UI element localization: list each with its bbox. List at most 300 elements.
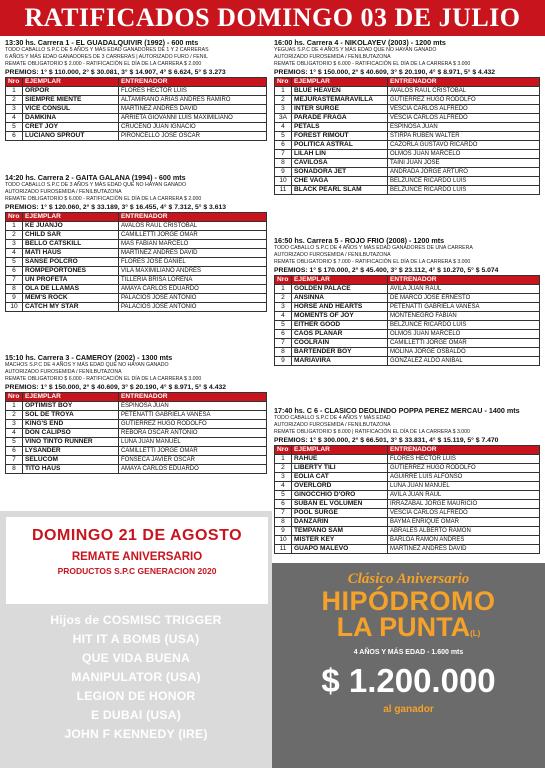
race-condition: REMATE OBLIGATORIO $ 7.000 - RATIFICACIÓN EL DÍA DE LA CARRERA $ 3.000 <box>274 259 471 265</box>
horse-name: EITHER GOOD <box>292 320 388 329</box>
entry-number: 8 <box>275 517 292 526</box>
column-header: ENTRENADOR <box>388 276 540 285</box>
entry-number: 11 <box>275 544 292 553</box>
race-condition: REMATE OBLIGATORIO $ 8.000 | RATIFICACIÓN EL DÍA DE LA CARRERA $ 3.000 <box>274 429 470 435</box>
entry-number: 9 <box>6 293 23 302</box>
entry-number: 5 <box>275 320 292 329</box>
race-header: 17:40 hs. C 6 - CLASICO DEOLINDO POPPA PEREZ MERCAU - 1400 mts <box>274 406 520 415</box>
hipodromo-label: HIPÓDROMO <box>321 586 496 616</box>
entry-number: 1 <box>6 86 23 95</box>
horse-name: SOÑADORA JET <box>292 167 388 176</box>
anniversary-classic-ad <box>272 563 545 768</box>
horse-name: VICE CONSUL <box>23 104 119 113</box>
table-row <box>6 248 267 257</box>
column-header: ENTRENADOR <box>119 213 267 222</box>
table-row <box>6 464 267 473</box>
column-header: EJEMPLAR <box>23 78 119 87</box>
column-header: ENTRENADOR <box>119 393 267 402</box>
table-header-row <box>275 78 540 87</box>
trainer-name: ALTAMIRANO ARIAS ANDRES RAMIRO <box>119 95 267 104</box>
horse-name: OPTIMIST BOY <box>23 401 119 410</box>
classic-prize: $ 1.200.000 <box>321 662 496 699</box>
race-header: 16:00 hs. Carrera 4 - NIKOLAYEV (2003) - 1200 mts <box>274 38 446 47</box>
trainer-name: AMAYA CARLOS EDUARDO <box>119 284 267 293</box>
table-row <box>6 401 267 410</box>
table-row <box>6 131 267 140</box>
horse-name: ORPOR <box>23 86 119 95</box>
race-5 <box>274 236 540 366</box>
entry-number: 8 <box>275 158 292 167</box>
race-condition: AUTORIZADO FUROSEMIDA / FENILBUTAZONA <box>5 189 122 195</box>
race-header: 13:30 hs. Carrera 1 - EL GUADALQUIVIR (1992) - 600 mts <box>5 38 199 47</box>
race-condition: MACHOS S.P.C DE 4 AÑOS Y MÁS EDAD QUE NO HAYAN GANADO <box>5 362 169 368</box>
race-4 <box>274 38 540 195</box>
table-row <box>275 526 540 535</box>
entry-number: 8 <box>6 464 23 473</box>
trainer-name: REBORA OSCAR ANTONIO <box>119 428 267 437</box>
table-row <box>275 320 540 329</box>
column-header: Nro <box>6 78 23 87</box>
trainer-name: AVILA JUAN RAUL <box>388 490 540 499</box>
table-row <box>275 284 540 293</box>
table-header-row <box>6 393 267 402</box>
entry-number: 2 <box>6 230 23 239</box>
entry-number: 7 <box>275 338 292 347</box>
table-row <box>275 454 540 463</box>
sire-line: JOHN F KENNEDY (IRE) <box>64 727 208 741</box>
table-row <box>275 499 540 508</box>
horse-name: SELUCOM <box>23 455 119 464</box>
entry-number: 2 <box>275 463 292 472</box>
horse-name: MATI HAUS <box>23 248 119 257</box>
entry-number: 4 <box>275 481 292 490</box>
sire-line: QUE VIDA BUENA <box>82 651 190 665</box>
entry-number: 7 <box>275 149 292 158</box>
table-row <box>275 347 540 356</box>
horse-name: COOLRAIN <box>292 338 388 347</box>
trainer-name: CAZORLA GUSTAVO RICARDO <box>388 140 540 149</box>
entry-number: 4 <box>6 248 23 257</box>
table-row <box>6 230 267 239</box>
table-row <box>6 104 267 113</box>
trainer-name: AVALOS RAUL CRISTOBAL <box>119 221 267 230</box>
table-row <box>275 356 540 365</box>
trainer-name: VESCIA CARLOS ALFREDO <box>388 104 540 113</box>
trainer-name: VILA MAXIMILIANO ANDRES <box>119 266 267 275</box>
table-row <box>275 508 540 517</box>
table-row <box>6 428 267 437</box>
trainer-name: MAS FABIAN MARCELO <box>119 239 267 248</box>
entry-number: 2 <box>275 293 292 302</box>
trainer-name: MARTINEZ ANDRES DAVID <box>388 544 540 553</box>
column-header: EJEMPLAR <box>292 446 388 455</box>
trainer-name: BELZUNCE RICARDO LUIS <box>388 176 540 185</box>
table-row <box>6 122 267 131</box>
horse-name: MOMENTS OF JOY <box>292 311 388 320</box>
race-prizes: PREMIOS: 1° $ 110.000, 2° $ 30.081, 3° $ 14.907, 4° $ 6.624, 5° $ 3.273 <box>5 69 226 76</box>
entry-number: 6 <box>275 140 292 149</box>
race-prizes: PREMIOS: 1° $ 300.000, 2° $ 66.501, 3° $ 33.831, 4° $ 15.119, 5° $ 7.470 <box>274 437 499 444</box>
auction-promo <box>0 511 272 768</box>
horse-name: MISTER KEY <box>292 535 388 544</box>
horse-name: EOLIA CAT <box>292 472 388 481</box>
table-row <box>6 239 267 248</box>
horse-name: GINOCCHIO D'ORO <box>292 490 388 499</box>
table-row <box>275 176 540 185</box>
horse-name: MEM'S ROCK <box>23 293 119 302</box>
horse-name: UN PROFETA <box>23 275 119 284</box>
race-header: 16:50 hs. Carrera 5 - ROJO FRIO (2008) - 1200 mts <box>274 236 445 245</box>
entry-number: 4 <box>6 428 23 437</box>
entry-number: 4 <box>275 311 292 320</box>
entry-number: 4 <box>275 122 292 131</box>
entry-number: 5 <box>6 437 23 446</box>
horse-name: CAOS PLANAR <box>292 329 388 338</box>
entry-number: 9 <box>275 526 292 535</box>
horse-name: LIBERTY TILI <box>292 463 388 472</box>
sire-line: LEGION DE HONOR <box>76 689 196 703</box>
entry-number: 2 <box>6 410 23 419</box>
trainer-name: FONSECA JAVIER OSCAR <box>119 455 267 464</box>
horse-name: TITO HAUS <box>23 464 119 473</box>
entry-number: 3 <box>6 419 23 428</box>
column-header: EJEMPLAR <box>292 78 388 87</box>
race-condition: REMATE OBLIGATORIO $ 6.000 - RATIFICACIÓN EL DÍA DE LA CARRERA $ 3.000 <box>274 61 471 67</box>
entry-number: 6 <box>275 329 292 338</box>
horse-name: TEMPANO SAM <box>292 526 388 535</box>
column-header: EJEMPLAR <box>23 393 119 402</box>
race-condition: TODO CABALLO S.P.C DE 4 AÑOS Y MÁS EDAD GANADORES DE UNA CARRERA <box>274 245 473 251</box>
trainer-name: FLORES HECTOR LUIS <box>388 454 540 463</box>
table-row <box>275 149 540 158</box>
entry-number: 9 <box>275 167 292 176</box>
horse-name: HORSE AND HEARTS <box>292 302 388 311</box>
race-condition: TODO CABALLO S.P.C DE 4 AÑOS Y MÁS EDAD <box>274 415 391 421</box>
column-header: Nro <box>275 276 292 285</box>
table-row <box>6 221 267 230</box>
race-header: 14:20 hs. Carrera 2 - GAITA GALANA (1994) - 600 mts <box>5 173 186 182</box>
entry-number: 8 <box>6 284 23 293</box>
table-row <box>275 167 540 176</box>
table-row <box>275 544 540 553</box>
horse-name: SOL DE TROYA <box>23 410 119 419</box>
entry-number: 6 <box>6 266 23 275</box>
horse-name: GUAPO MALEVO <box>292 544 388 553</box>
la-punta-label: LA PUNTA(L) <box>336 612 481 642</box>
table-row <box>6 86 267 95</box>
table-row <box>6 284 267 293</box>
race-2 <box>5 173 267 312</box>
table-row <box>275 329 540 338</box>
table-row <box>275 535 540 544</box>
entries-table <box>5 77 267 141</box>
classic-conditions: 4 AÑOS Y MÁS EDAD - 1.600 mts <box>353 649 464 656</box>
sire-line: MANIPULATOR (USA) <box>71 670 201 684</box>
trainer-name: MOLINA JORGE OSBALDO <box>388 347 540 356</box>
trainer-name: GONZALEZ ALDO ANIBAL <box>388 356 540 365</box>
table-row <box>275 185 540 194</box>
horse-name: DAMKINA <box>23 113 119 122</box>
race-condition: REMATE OBLIGATORIO $ 2.000 - RATIFICACIÓN EL DÍA DE LA CARRERA $ 2.000 <box>5 61 202 67</box>
auction-date-box <box>6 517 268 604</box>
table-row <box>275 86 540 95</box>
horse-name: SIEMPRE MIENTE <box>23 95 119 104</box>
trainer-name: DE MARCO JOSE ERNESTO <box>388 293 540 302</box>
table-row <box>275 113 540 122</box>
table-row <box>6 113 267 122</box>
trainer-name: ARRIETA GIOVANNI LUIS MAXIMILIANO <box>119 113 267 122</box>
table-row <box>275 481 540 490</box>
entry-number: 1 <box>6 221 23 230</box>
entry-number: 5 <box>6 122 23 131</box>
auction-products: PRODUCTOS S.P.C GENERACION 2020 <box>57 566 217 576</box>
trainer-name: TILLERIA BRISA LORENA <box>119 275 267 284</box>
trainer-name: VESCIA CARLOS ALFREDO <box>388 508 540 517</box>
horse-name: LYSANDER <box>23 446 119 455</box>
trainer-name: BELZUNCE RICARDO LUIS <box>388 185 540 194</box>
horse-name: OVERLORD <box>292 481 388 490</box>
table-row <box>6 437 267 446</box>
column-header: EJEMPLAR <box>23 213 119 222</box>
entry-number: 5 <box>275 131 292 140</box>
horse-name: VINO TINTO RUNNER <box>23 437 119 446</box>
table-row <box>6 419 267 428</box>
trainer-name: CAMILLETTI JORGE OMAR <box>119 446 267 455</box>
page-title: RATIFICADOS DOMINGO 03 DE JULIO <box>0 0 545 36</box>
trainer-name: OLMOS JUAN MARCELO <box>388 149 540 158</box>
trainer-name: LUNA JUAN MANUEL <box>388 481 540 490</box>
table-row <box>275 472 540 481</box>
entries-table <box>274 275 540 366</box>
entry-number: 3 <box>275 104 292 113</box>
horse-name: BARTENDER BOY <box>292 347 388 356</box>
table-row <box>275 131 540 140</box>
trainer-name: MARTINEZ ANDRES DAVID <box>119 104 267 113</box>
trainer-name: ANDRADA JORGE ARTURO <box>388 167 540 176</box>
trainer-name: AVILA JUAN RAUL <box>388 284 540 293</box>
horse-name: LILAH LIN <box>292 149 388 158</box>
sire-line: Hijos de COSMISC TRIGGER <box>50 613 222 627</box>
column-header: Nro <box>275 446 292 455</box>
entries-table <box>274 445 540 554</box>
race-condition: AUTORIZADO FUROSEMIDA / FENILBUTAZONA <box>274 54 391 60</box>
entries-table <box>274 77 540 195</box>
auction-date: DOMINGO 21 DE AGOSTO <box>31 527 243 544</box>
entry-number: 6 <box>6 131 23 140</box>
trainer-name: CAMILLETTI JORGE OMAR <box>388 338 540 347</box>
table-header-row <box>275 276 540 285</box>
trainer-name: AGUIRRE LUIS ALFONSO <box>388 472 540 481</box>
trainer-name: TAINI JUAN JOSE <box>388 158 540 167</box>
horse-name: ROMPEPORTONES <box>23 266 119 275</box>
entry-number: 3A <box>275 113 292 122</box>
column-header: ENTRENADOR <box>119 78 267 87</box>
trainer-name: BARLOA RAMON ANDRES <box>388 535 540 544</box>
entry-number: 5 <box>6 257 23 266</box>
trainer-name: MONTENEGRO FABIAN <box>388 311 540 320</box>
entry-number: 1 <box>275 284 292 293</box>
trainer-name: GUTIERREZ HUGO RODOLFO <box>388 463 540 472</box>
horse-name: OLA DE LLAMAS <box>23 284 119 293</box>
race-condition: TODO CABALLO S.P.C DE 5 AÑOS Y MÁS EDAD GANADORES DE 1 Y 2 CARRERAS <box>5 47 209 53</box>
trainer-name: MARTINEZ ANDRES DAVID <box>119 248 267 257</box>
horse-name: GOLDEN PALACE <box>292 284 388 293</box>
table-row <box>275 293 540 302</box>
column-header: EJEMPLAR <box>292 276 388 285</box>
table-row <box>275 95 540 104</box>
horse-name: FOREST RIMOUT <box>292 131 388 140</box>
prize-winner-label: al ganador <box>383 704 434 715</box>
entries-table <box>5 212 267 312</box>
trainer-name: PIRONCELLO JOSE OSCAR <box>119 131 267 140</box>
entry-number: 7 <box>6 455 23 464</box>
table-row <box>275 517 540 526</box>
entry-number: 7 <box>6 275 23 284</box>
entry-number: 2 <box>275 95 292 104</box>
classic-label: Clásico Aniversario <box>347 571 470 587</box>
entry-number: 10 <box>6 302 23 311</box>
sires-list <box>0 611 272 744</box>
table-row <box>275 338 540 347</box>
horse-name: CRET JOY <box>23 122 119 131</box>
horse-name: PARADE FRAGA <box>292 113 388 122</box>
race-condition: REMATE OBLIGATORIO $ 6.000 - RATIFICACIÓN EL DÍA DE LA CARRERA $ 2.000 <box>5 196 202 202</box>
race-condition: AUTORIZADO FUROSEMIDA / FENILBUTAZONA <box>5 369 122 375</box>
horse-name: SUBAN EL VOLUMEN <box>292 499 388 508</box>
trainer-name: LUNA JUAN MANUEL <box>119 437 267 446</box>
horse-name: POLITICA ASTRAL <box>292 140 388 149</box>
table-row <box>275 302 540 311</box>
horse-name: DON CALIPSO <box>23 428 119 437</box>
entry-number: 4 <box>6 113 23 122</box>
grade-label: (L) <box>470 629 481 638</box>
table-row <box>275 311 540 320</box>
trainer-name: ESPINOSA JUAN <box>119 401 267 410</box>
entry-number: 10 <box>275 535 292 544</box>
horse-name: MEJURASTEMARAVILLA <box>292 95 388 104</box>
entry-number: 3 <box>275 302 292 311</box>
table-row <box>275 490 540 499</box>
table-row <box>6 266 267 275</box>
table-row <box>6 95 267 104</box>
table-row <box>6 410 267 419</box>
horse-name: SANSE POLCRO <box>23 257 119 266</box>
table-row <box>275 158 540 167</box>
entry-number: 6 <box>6 446 23 455</box>
race-3 <box>5 353 267 474</box>
horse-name: RAHUE <box>292 454 388 463</box>
horse-name: POOL SURGE <box>292 508 388 517</box>
race-prizes: PREMIOS: 1° $ 150.000, 2° $ 40.609, 3° $ 20.190, 4° $ 8.971, 5° $ 4.432 <box>274 69 496 76</box>
horse-name: DANZARIN <box>292 517 388 526</box>
horse-name: CATCH MY STAR <box>23 302 119 311</box>
entry-number: 8 <box>275 347 292 356</box>
table-header-row <box>275 446 540 455</box>
sire-line: E DUBAI (USA) <box>91 708 181 722</box>
auction-title: REMATE ANIVERSARIO <box>71 551 203 563</box>
column-header: ENTRENADOR <box>388 78 540 87</box>
race-prizes: PREMIOS: 1° $ 150.000, 2° $ 40.609, 3° $ 20.190, 4° $ 8.971, 5° $ 4.432 <box>5 384 227 391</box>
trainer-name: GUTIERREZ HUGO RODOLFO <box>119 419 267 428</box>
race-6 <box>274 406 540 554</box>
table-row <box>275 104 540 113</box>
trainer-name: PALACIOS JOSE ANTONIO <box>119 293 267 302</box>
horse-name: BELLO CATSKILL <box>23 239 119 248</box>
horse-name: INTER SURGE <box>292 104 388 113</box>
entries-table <box>5 392 267 474</box>
horse-name: BLUE HEAVEN <box>292 86 388 95</box>
trainer-name: PETENATTI GABRIELA VANESA <box>119 410 267 419</box>
table-row <box>275 122 540 131</box>
race-condition: TODO CABALLO S.P.C DE 3 AÑOS Y MÁS EDAD QUE NO HAYAN GANADO <box>5 182 187 188</box>
entry-number: 1 <box>275 454 292 463</box>
trainer-name: PALACIOS JOSE ANTONIO <box>119 302 267 311</box>
entry-number: 1 <box>275 86 292 95</box>
trainer-name: ABRALES ALBERTO RAMON <box>388 526 540 535</box>
entry-number: 11 <box>275 185 292 194</box>
trainer-name: FLORES JOSE DANIEL <box>119 257 267 266</box>
entry-number: 10 <box>275 176 292 185</box>
table-row <box>6 302 267 311</box>
trainer-name: BELZUNCE RICARDO LUIS <box>388 320 540 329</box>
table-row <box>6 455 267 464</box>
horse-name: CAVILOSA <box>292 158 388 167</box>
horse-name: BLACK PEARL SLAM <box>292 185 388 194</box>
race-prizes: PREMIOS: 1° $ 170.000, 2° $ 45.400, 3° $ 23.112, 4° $ 10.270, 5° $ 5.074 <box>274 267 499 274</box>
column-header: Nro <box>275 78 292 87</box>
entry-number: 3 <box>275 472 292 481</box>
horse-name: MARIAVIRA <box>292 356 388 365</box>
table-row <box>6 293 267 302</box>
trainer-name: AVALOS RAUL CRISTOBAL <box>388 86 540 95</box>
trainer-name: CRUCEÑO JUAN IGNACIO <box>119 122 267 131</box>
trainer-name: STIRPA RUBEN WALTER <box>388 131 540 140</box>
sire-line: HIT IT A BOMB (USA) <box>72 632 200 646</box>
trainer-name: FLORES HECTOR LUIS <box>119 86 267 95</box>
table-row <box>6 257 267 266</box>
table-row <box>275 463 540 472</box>
table-row <box>6 275 267 284</box>
race-condition: YEGUAS S.P.C DE 4 AÑOS Y MÁS EDAD QUE NO HAYAN GANADO <box>274 47 437 53</box>
horse-name: KING'S END <box>23 419 119 428</box>
horse-name: CHE VAGA <box>292 176 388 185</box>
table-header-row <box>6 213 267 222</box>
race-condition: AUTORIZADO FUROSEMIDA / FENILBUTAZONA <box>274 422 391 428</box>
table-row <box>6 446 267 455</box>
race-1 <box>5 38 267 141</box>
column-header: ENTRENADOR <box>388 446 540 455</box>
trainer-name: CAMILLETTI JORGE OMAR <box>119 230 267 239</box>
column-header: Nro <box>6 213 23 222</box>
trainer-name: PETENATTI GABRIELA VANESA <box>388 302 540 311</box>
entry-number: 5 <box>275 490 292 499</box>
race-condition: AUTORIZADO FUROSEMIDA / FENILBUTAZONA <box>274 252 391 258</box>
table-header-row <box>6 78 267 87</box>
entry-number: 6 <box>275 499 292 508</box>
entry-number: 1 <box>6 401 23 410</box>
trainer-name: VESCIA CARLOS ALFREDO <box>388 113 540 122</box>
table-row <box>275 140 540 149</box>
trainer-name: ESPINOSA JUAN <box>388 122 540 131</box>
race-header: 15:10 hs. Carrera 3 - CAMEROY (2002) - 1300 mts <box>5 353 173 362</box>
race-condition: REMATE OBLIGATORIO $ 6.000 - RATIFICACIÓN EL DÍA DE LA CARRERA $ 3.000 <box>5 376 202 382</box>
entry-number: 2 <box>6 95 23 104</box>
trainer-name: OLMOS JUAN MARCELO <box>388 329 540 338</box>
trainer-name: BAYMA ENRIQUE OMAR <box>388 517 540 526</box>
horse-name: PETALS <box>292 122 388 131</box>
trainer-name: IRRAZABAL JORGE MAURICIO <box>388 499 540 508</box>
trainer-name: GUTIERREZ HUGO RODOLFO <box>388 95 540 104</box>
